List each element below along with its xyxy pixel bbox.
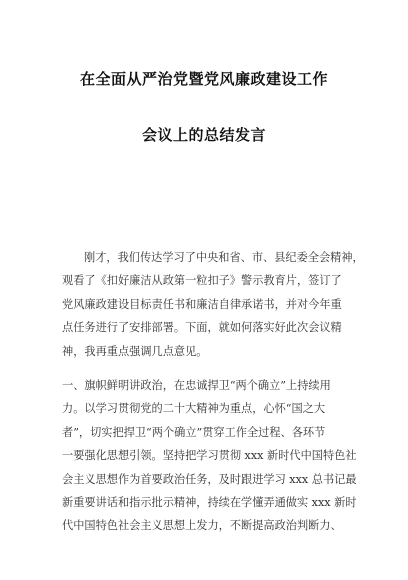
paragraph-line: 神，我再重点强调几点意见。: [62, 344, 208, 358]
paragraph-opening: [62, 246, 364, 363]
paragraph-line: 党风廉政建设目标责任书和廉洁自律承诺书，并对今年重: [62, 297, 342, 311]
paragraph-line: 者”，切实把捍卫“两个确立”贯穿工作全过程、各环节: [62, 425, 326, 439]
document-title-line-2: 会议上的总结发言: [141, 126, 266, 144]
paragraph-line: 代中国特色社会主义思想上发力，不断提高政治判断力、: [62, 519, 342, 533]
paragraph-line: 会主义思想作为首要政治任务，及时跟进学习 xxx 总书记最: [62, 472, 357, 486]
paragraph-line: 一、旗帜鲜明讲政治，在忠诚捍卫“两个确立”上持续用: [62, 379, 331, 392]
paragraph-line: 观看了《扣好廉洁从政第一粒扣子》警示教育片，签订了: [62, 274, 342, 288]
paragraph-line: 一要强化思想引领。坚持把学习贯彻 xxx 新时代中国特色社: [62, 449, 357, 463]
paragraph-line: 力。以学习贯彻党的二十大精神为重点，心怀“国之大: [62, 402, 326, 416]
paragraph-line: 刚才，我们传达学习了中央和省、市、县纪委全会精神，: [84, 251, 364, 264]
paragraph-line: 点任务进行了安排部署。下面，就如何落实好此次会议精: [62, 321, 342, 335]
document-title-line-1: 在全面从严治党暨党风廉政建设工作: [79, 70, 328, 88]
paragraph-line: 新重要讲话和指示批示精神，持续在学懂弄通做实 xxx 新时: [62, 495, 357, 509]
paragraph-section-one: [62, 374, 357, 538]
